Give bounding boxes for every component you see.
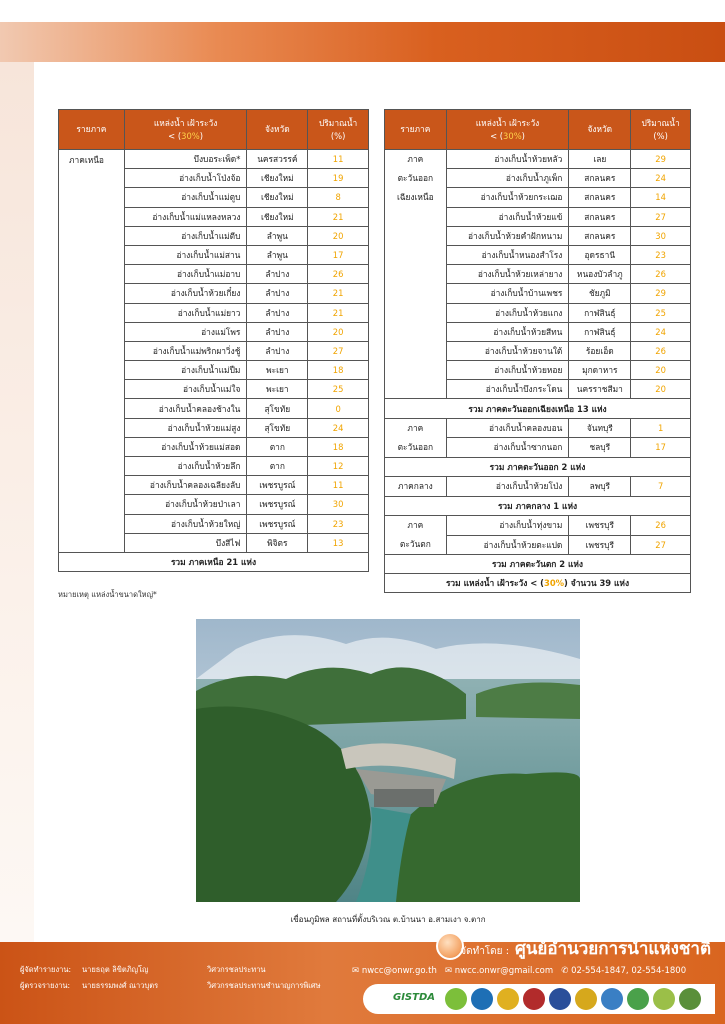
source-name: อ่างเก็บน้ำแม่ใจ bbox=[124, 380, 247, 399]
header-region: รายภาค bbox=[59, 110, 125, 150]
source-name: อ่างเก็บน้ำห้วยแม่สูง bbox=[124, 418, 247, 437]
province-name: เชียงใหม่ bbox=[247, 188, 308, 207]
province-name: ชลบุรี bbox=[569, 438, 631, 458]
volume-value: 17 bbox=[631, 438, 691, 458]
volume-value: 20 bbox=[308, 226, 369, 245]
source-name: บึงสีไฟ bbox=[124, 533, 247, 552]
region-cell bbox=[385, 476, 447, 496]
volume-value: 7 bbox=[631, 476, 691, 496]
province-name: ลำพูน bbox=[247, 245, 308, 264]
source-name: อ่างแม่โพร bbox=[124, 322, 247, 341]
report-credits: ผู้จัดทำรายงาน: นายธฤต ลิขิตภิญโญ วิศวกรชลประทาน ผู้ตรวจรายงาน: นายธรรมพงศ์ ณาวบุตร วิศวกรชลประทานชำนาญการพิเศษ bbox=[20, 965, 321, 990]
source-name: อ่างเก็บน้ำบ้านเพชร bbox=[446, 284, 569, 303]
table-row bbox=[385, 418, 691, 438]
table-row bbox=[385, 150, 691, 169]
dam-photo bbox=[196, 619, 580, 902]
volume-value: 11 bbox=[308, 476, 369, 495]
volume-value: 21 bbox=[308, 284, 369, 303]
province-name: เพชรบุรี bbox=[569, 535, 631, 555]
source-name: อ่างเก็บน้ำห้วยหอย bbox=[446, 361, 569, 380]
total-row bbox=[385, 496, 691, 515]
region-cell bbox=[385, 418, 447, 457]
partner-logo-icon bbox=[549, 988, 571, 1010]
header-province: จังหวัด bbox=[569, 110, 631, 150]
contact-line bbox=[352, 966, 686, 976]
region-cell bbox=[385, 516, 447, 555]
header-volume: ปริมาณน้ำ (%) bbox=[631, 110, 691, 150]
source-name: อ่างเก็บน้ำแม่อาบ bbox=[124, 265, 247, 284]
source-name: อ่างเก็บน้ำคลองช้างใน bbox=[124, 399, 247, 418]
table-row bbox=[385, 516, 691, 536]
table-header-row bbox=[385, 110, 691, 150]
volume-value: 26 bbox=[308, 265, 369, 284]
province-name: สกลนคร bbox=[569, 207, 631, 226]
partner-logo-icon bbox=[679, 988, 701, 1010]
province-name: ลำปาง bbox=[247, 303, 308, 322]
source-name: อ่างเก็บน้ำห้วยเหล่ายาง bbox=[446, 265, 569, 284]
volume-value: 18 bbox=[308, 361, 369, 380]
volume-value: 30 bbox=[631, 226, 691, 245]
volume-value: 26 bbox=[631, 341, 691, 360]
volume-value: 11 bbox=[308, 150, 369, 169]
volume-value: 24 bbox=[631, 169, 691, 188]
table-row bbox=[385, 476, 691, 496]
total-row bbox=[385, 555, 691, 574]
source-name: อ่างเก็บน้ำห้วยตะแปด bbox=[446, 535, 569, 555]
source-name: อ่างเก็บน้ำแม่ตีบ bbox=[124, 226, 247, 245]
photo-caption: เขื่อนภูมิพล สถานที่ตั้งบริเวณ ต.บ้านนา อ.สามเงา จ.ตาก bbox=[290, 915, 486, 924]
grand-total: รวม แหล่งน้ำ เฝ้าระวัง < (30%) จำนวน 39 แห่ง bbox=[385, 574, 691, 593]
volume-value: 26 bbox=[631, 516, 691, 536]
source-name: อ่างเก็บน้ำแม่แหลงหลวง bbox=[124, 207, 247, 226]
province-name: เชียงใหม่ bbox=[247, 169, 308, 188]
top-banner bbox=[0, 22, 725, 62]
total-row bbox=[59, 552, 369, 571]
header-volume: ปริมาณน้ำ (%) bbox=[308, 110, 369, 150]
source-name: อ่างเก็บน้ำแม่ยาว bbox=[124, 303, 247, 322]
province-name: ร้อยเอ็ด bbox=[569, 341, 631, 360]
volume-value: 27 bbox=[308, 341, 369, 360]
volume-value: 21 bbox=[308, 207, 369, 226]
partner-logos bbox=[363, 984, 715, 1014]
province-name: สุโขทัย bbox=[247, 418, 308, 437]
source-name: อ่างเก็บน้ำห้วยแกง bbox=[446, 303, 569, 322]
volume-value: 8 bbox=[308, 188, 369, 207]
source-name: อ่างเก็บน้ำภูเพ็ก bbox=[446, 169, 569, 188]
region-label: ภาค bbox=[407, 422, 424, 433]
province-name: ลำปาง bbox=[247, 265, 308, 284]
partner-logo-icon bbox=[523, 988, 545, 1010]
source-name: อ่างเก็บน้ำห้วยแข้ bbox=[446, 207, 569, 226]
province-name: ลำปาง bbox=[247, 322, 308, 341]
footnote: หมายเหตุ แหล่งน้ำขนาดใหญ่* bbox=[58, 590, 157, 599]
partner-logo-icon bbox=[471, 988, 493, 1010]
region-total: รวม ภาคตะวันออกเฉียงเหนือ 13 แห่ง bbox=[385, 399, 691, 418]
region-label: ตะวันตก bbox=[399, 539, 431, 549]
north-region-table bbox=[58, 109, 369, 572]
province-name: ตาก bbox=[247, 437, 308, 456]
province-name: เชียงใหม่ bbox=[247, 207, 308, 226]
province-name: นครราชสีมา bbox=[569, 380, 631, 399]
partner-logo-icon bbox=[627, 988, 649, 1010]
source-name: อ่างเก็บน้ำคลองเฉลียงลับ bbox=[124, 476, 247, 495]
volume-value: 14 bbox=[631, 188, 691, 207]
source-name: บึงบอระเพ็ด* bbox=[124, 150, 247, 169]
total-row bbox=[385, 457, 691, 476]
region-label: เฉียงเหนือ bbox=[396, 192, 434, 202]
partner-logo-icon bbox=[601, 988, 623, 1010]
gistda-logo: GISTDA bbox=[393, 992, 435, 1003]
province-name: ตาก bbox=[247, 457, 308, 476]
source-name: อ่างเก็บน้ำห้วยป่าเลา bbox=[124, 495, 247, 514]
volume-value: 24 bbox=[308, 418, 369, 437]
partner-logo-icon bbox=[445, 988, 467, 1010]
source-name: อ่างเก็บน้ำคลองบอน bbox=[446, 418, 569, 438]
volume-value: 21 bbox=[308, 303, 369, 322]
volume-value: 25 bbox=[308, 380, 369, 399]
province-name: ลำปาง bbox=[247, 341, 308, 360]
source-name: อ่างเก็บน้ำห้วยโป่ง bbox=[446, 476, 569, 496]
province-name: พะเยา bbox=[247, 380, 308, 399]
email-secondary: nwcc.onwr@gmail.com bbox=[454, 966, 554, 976]
partner-logo-icon bbox=[653, 988, 675, 1010]
province-name: อุดรธานี bbox=[569, 245, 631, 264]
volume-value: 0 bbox=[308, 399, 369, 418]
header-source: แหล่งน้ำ เฝ้าระวัง < (30%) bbox=[446, 110, 569, 150]
province-name: เลย bbox=[569, 150, 631, 169]
volume-value: 29 bbox=[631, 284, 691, 303]
source-name: อ่างเก็บน้ำแม่ปืม bbox=[124, 361, 247, 380]
source-name: อ่างเก็บน้ำแม่ตูบ bbox=[124, 188, 247, 207]
region-label: ภาค bbox=[407, 520, 424, 530]
province-name: กาฬสินธุ์ bbox=[569, 303, 631, 322]
volume-value: 25 bbox=[631, 303, 691, 322]
header-source: แหล่งน้ำ เฝ้าระวัง < (30%) bbox=[124, 110, 247, 150]
volume-value: 23 bbox=[631, 245, 691, 264]
volume-value: 27 bbox=[631, 535, 691, 555]
phone-numbers: 02-554-1847, 02-554-1800 bbox=[571, 966, 687, 976]
volume-value: 20 bbox=[631, 380, 691, 399]
phone-icon: ✆ bbox=[561, 966, 569, 976]
volume-value: 27 bbox=[631, 207, 691, 226]
source-name: อ่างเก็บน้ำบึงกระโดน bbox=[446, 380, 569, 399]
region-label: ตะวันออก bbox=[397, 173, 434, 183]
left-decorative-strip bbox=[0, 62, 34, 942]
source-name: อ่างเก็บน้ำห้วยเกี๋ยง bbox=[124, 284, 247, 303]
province-name: สกลนคร bbox=[569, 226, 631, 245]
region-total: รวม ภาคตะวันตก 2 แห่ง bbox=[385, 555, 691, 574]
volume-value: 1 bbox=[631, 418, 691, 438]
source-name: อ่างเก็บน้ำห้วยแม่สอด bbox=[124, 437, 247, 456]
region-label: ตะวันออก bbox=[397, 441, 434, 452]
province-name: กาฬสินธุ์ bbox=[569, 322, 631, 341]
volume-value: 30 bbox=[308, 495, 369, 514]
organization-name: ศูนย์อำนวยการน้ำแห่งชาติ bbox=[515, 939, 711, 959]
volume-value: 13 bbox=[308, 533, 369, 552]
province-name: ลำพูน bbox=[247, 226, 308, 245]
province-name: ลำปาง bbox=[247, 284, 308, 303]
province-name: จันทบุรี bbox=[569, 418, 631, 438]
province-name: พิจิตร bbox=[247, 533, 308, 552]
table-row bbox=[59, 150, 369, 169]
source-name: อ่างเก็บน้ำซากนอก bbox=[446, 438, 569, 458]
province-name: สุโขทัย bbox=[247, 399, 308, 418]
province-name: นครสวรรค์ bbox=[247, 150, 308, 169]
header-province: จังหวัด bbox=[247, 110, 308, 150]
email-primary: nwcc@onwr.go.th bbox=[361, 966, 437, 976]
volume-value: 12 bbox=[308, 457, 369, 476]
region-total: รวม ภาคตะวันออก 2 แห่ง bbox=[385, 457, 691, 476]
region-total: รวม ภาคกลาง 1 แห่ง bbox=[385, 496, 691, 515]
source-name: อ่างเก็บน้ำห้วยใหญ่ bbox=[124, 514, 247, 533]
header-region: รายภาค bbox=[385, 110, 447, 150]
source-name: อ่างเก็บน้ำห้วยหลัว bbox=[446, 150, 569, 169]
province-name: เพชรบูรณ์ bbox=[247, 514, 308, 533]
email-icon: ✉ bbox=[352, 966, 360, 976]
region-label: ภาค bbox=[407, 154, 424, 164]
source-name: อ่างเก็บน้ำห้วยจานใต้ bbox=[446, 341, 569, 360]
volume-value: 20 bbox=[308, 322, 369, 341]
organization-line: จัดทำโดย : ศูนย์อำนวยการน้ำแห่งชาติ bbox=[460, 939, 711, 959]
province-name: สกลนคร bbox=[569, 169, 631, 188]
table-header-row bbox=[59, 110, 369, 150]
province-name: ชัยภูมิ bbox=[569, 284, 631, 303]
mail-icon: ✉ bbox=[444, 966, 453, 976]
source-name: อ่างเก็บน้ำห้วยกระเฌอ bbox=[446, 188, 569, 207]
province-name: พะเยา bbox=[247, 361, 308, 380]
region-total: รวม ภาคเหนือ 21 แห่ง bbox=[59, 552, 369, 571]
province-name: เพชรบูรณ์ bbox=[247, 495, 308, 514]
province-name: มุกดาหาร bbox=[569, 361, 631, 380]
source-name: อ่างเก็บน้ำห้วยสีทน bbox=[446, 322, 569, 341]
volume-value: 17 bbox=[308, 245, 369, 264]
source-name: อ่างเก็บน้ำแม่สาน bbox=[124, 245, 247, 264]
volume-value: 20 bbox=[631, 361, 691, 380]
grand-total-row bbox=[385, 574, 691, 593]
volume-value: 26 bbox=[631, 265, 691, 284]
source-name: อ่างเก็บน้ำห้วยคำฝักหนาม bbox=[446, 226, 569, 245]
source-name: อ่างเก็บน้ำหนองสำโรง bbox=[446, 245, 569, 264]
province-name: เพชรบูรณ์ bbox=[247, 476, 308, 495]
region-label: ภาคกลาง bbox=[397, 480, 433, 491]
source-name: อ่างเก็บน้ำแม่พริกผาวิ่งชู้ bbox=[124, 341, 247, 360]
volume-value: 29 bbox=[631, 150, 691, 169]
volume-value: 24 bbox=[631, 322, 691, 341]
other-regions-table bbox=[384, 109, 691, 593]
province-name: ลพบุรี bbox=[569, 476, 631, 496]
province-name: สกลนคร bbox=[569, 188, 631, 207]
volume-value: 19 bbox=[308, 169, 369, 188]
region-cell bbox=[385, 150, 447, 399]
source-name: อ่างเก็บน้ำทุ่งขาม bbox=[446, 516, 569, 536]
partner-logo-icon bbox=[497, 988, 519, 1010]
source-name: อ่างเก็บน้ำโป่งจ้อ bbox=[124, 169, 247, 188]
province-name: เพชรบุรี bbox=[569, 516, 631, 536]
partner-logo-icon bbox=[575, 988, 597, 1010]
volume-value: 23 bbox=[308, 514, 369, 533]
volume-value: 18 bbox=[308, 437, 369, 456]
total-row bbox=[385, 399, 691, 418]
province-name: หนองบัวลำภู bbox=[569, 265, 631, 284]
region-cell: ภาคเหนือ bbox=[59, 150, 125, 553]
source-name: อ่างเก็บน้ำห้วยลึก bbox=[124, 457, 247, 476]
